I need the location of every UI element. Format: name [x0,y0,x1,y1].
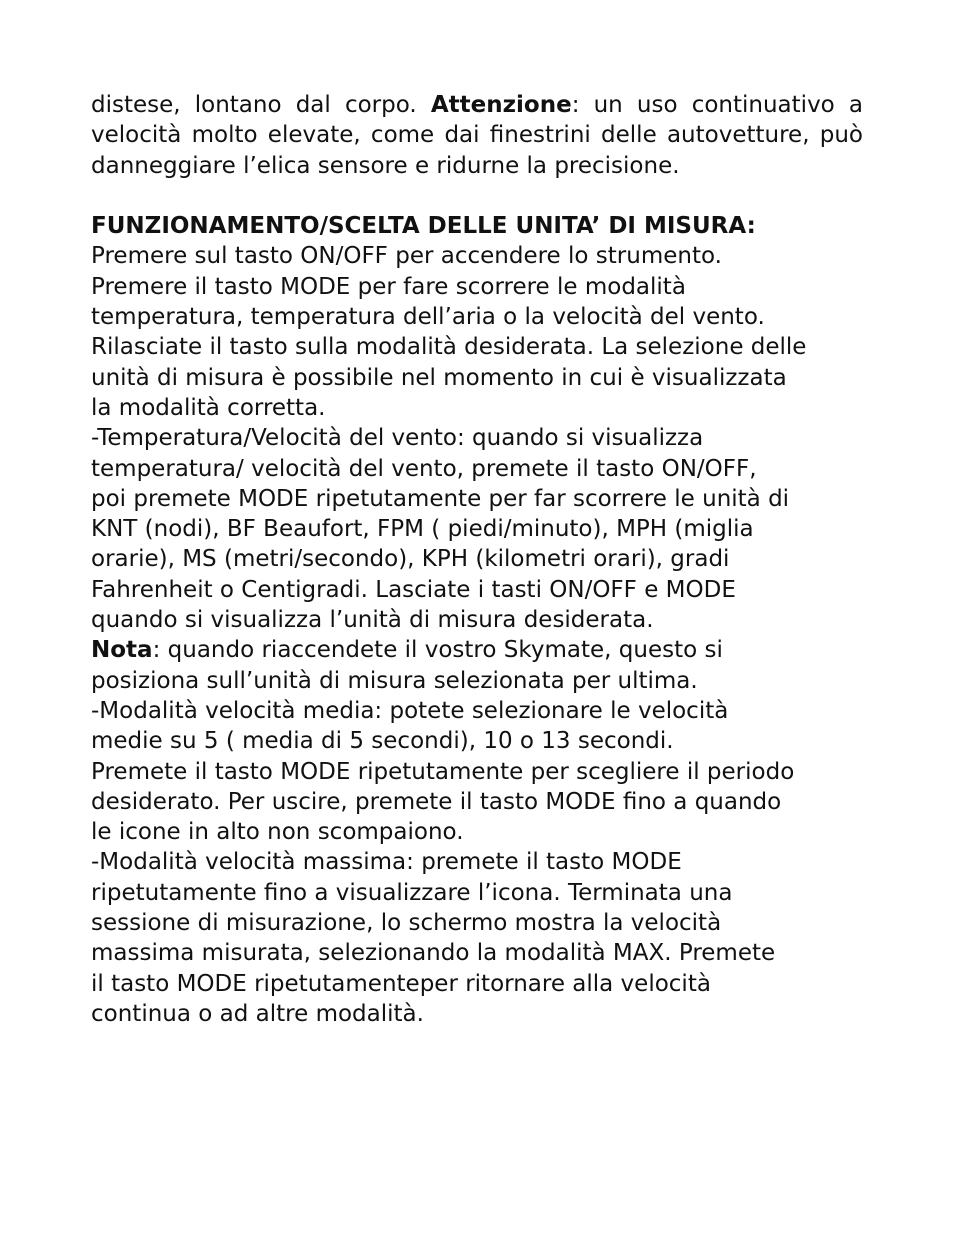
text-line: ripetutamente fino a visualizzare l’icona. Terminata una [91,879,733,906]
text-line: Rilasciate il tasto sulla modalità desiderata. La selezione delle [91,334,807,361]
intro-paragraph [91,90,863,181]
text-line: medie su 5 ( media di 5 secondi), 10 o 13 secondi. [91,728,674,755]
text-line: il tasto MODE ripetutamenteper ritornare alla velocità [91,970,711,997]
text-line: orarie), MS (metri/secondo), KPH (kilometri orari), gradi [91,546,730,573]
warning-label: Attenzione [430,92,572,118]
intro-text-after: : un uso continuativo a velocità molto elevate, come dai finestrini delle autovetture, può danneggiare l’elica sensore e ridurne la precisione. [91,92,864,179]
text-line: -Temperatura/Velocità del vento: quando si visualizza [91,425,704,452]
intro-text-before: distese, lontano dal corpo. [91,92,431,118]
text-line: Premere il tasto MODE per fare scorrere le modalità [91,273,686,300]
document-page [91,90,863,1029]
note-text: : quando riaccendete il vostro Skymate, questo si [152,637,723,664]
note-line [91,635,863,665]
text-line: -Modalità velocità media: potete selezionare le velocità [91,697,729,724]
paragraph-spacer [91,181,863,211]
text-line: Premete il tasto MODE ripetutamente per scegliere il periodo [91,758,795,785]
note-line-2: posiziona sull’unità di misura selezionata per ultima. [91,667,698,694]
text-line: Premere sul tasto ON/OFF per accendere lo strumento. [91,243,722,270]
text-line: temperatura, temperatura dell’aria o la velocità del vento. [91,304,765,331]
text-line: temperatura/ velocità del vento, premete il tasto ON/OFF, [91,455,757,482]
text-line: poi premete MODE ripetutamente per far scorrere le unità di [91,485,790,512]
text-line: quando si visualizza l’unità di misura desiderata. [91,607,654,634]
section-heading: FUNZIONAMENTO/SCELTA DELLE UNITA’ DI MISURA: [91,213,756,240]
text-line: la modalità corretta. [91,394,326,421]
note-label: Nota [91,637,153,664]
text-line: desiderato. Per uscire, premete il tasto MODE fino a quando [91,788,782,815]
text-line: -Modalità velocità massima: premete il tasto MODE [91,849,682,876]
text-line: unità di misura è possibile nel momento in cui è visualizzata [91,364,787,391]
text-line: Fahrenheit o Centigradi. Lasciate i tasti ON/OFF e MODE [91,576,736,603]
text-line: KNT (nodi), BF Beaufort, FPM ( piedi/minuto), MPH (miglia [91,516,754,543]
text-line: sessione di misurazione, lo schermo mostra la velocità [91,910,722,937]
text-line: massima misurata, selezionando la modalità MAX. Premete [91,940,776,967]
text-line: continua o ad altre modalità. [91,1000,424,1027]
text-line: le icone in alto non scompaiono. [91,819,464,846]
